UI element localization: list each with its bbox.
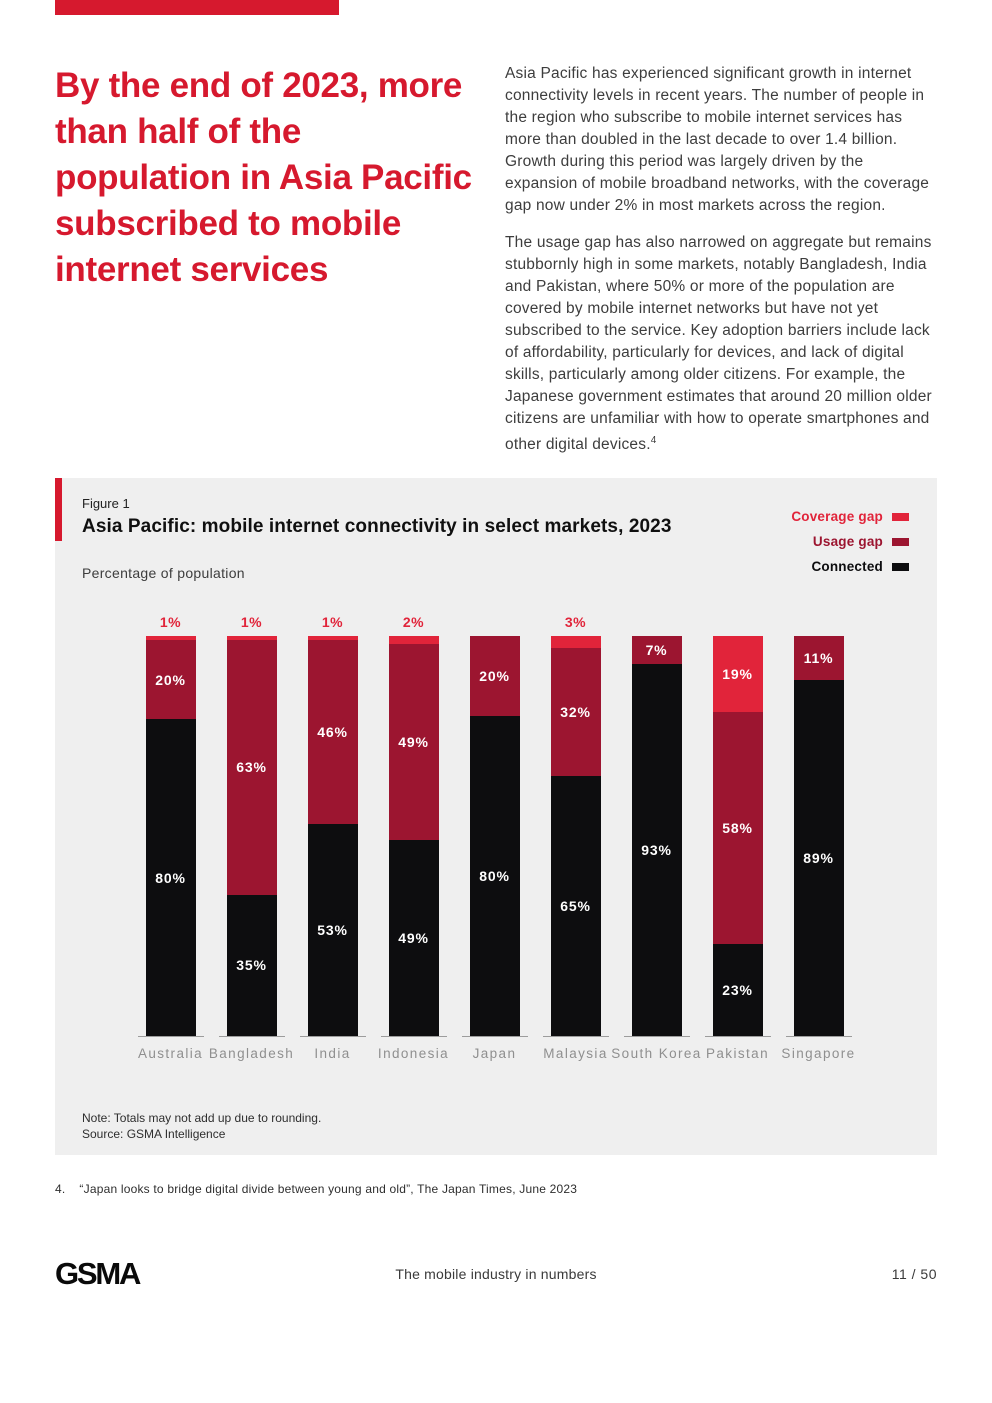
bar-malaysia [543, 612, 609, 1037]
figure-note: Note: Totals may not add up due to rounding. [82, 1111, 322, 1126]
segment-value-label: 58% [722, 820, 753, 837]
intro-text-column [505, 63, 937, 456]
page-headline: By the end of 2023, more than half of the population in Asia Pacific subscribed to mobile internet services [55, 66, 472, 289]
segment-connected [470, 716, 520, 1036]
category-label: India [314, 1046, 351, 1062]
segment-value-label: 7% [645, 642, 668, 659]
bar-stack [470, 636, 520, 1036]
figure-source: Source: GSMA Intelligence [82, 1127, 226, 1142]
segment-value-label: 63% [236, 759, 267, 776]
bar-stack [551, 636, 601, 1036]
figure-accent-bar [55, 478, 62, 541]
segment-value-label: 11% [803, 650, 834, 667]
segment-connected [146, 719, 196, 1036]
bar-pakistan [705, 612, 771, 1037]
figure-title: Asia Pacific: mobile internet connectivity in select markets, 2023 [82, 516, 672, 538]
bar-cell-singapore [781, 612, 856, 1062]
bar-stack [227, 636, 277, 1036]
page-number: 11 / 50 [891, 1266, 937, 1283]
intro-paragraph-2 [505, 232, 937, 456]
segment-value-label: 23% [722, 982, 753, 999]
segment-value-label: 93% [641, 842, 672, 859]
intro-paragraph-2-text: The usage gap has also narrowed on aggregate but remains stubbornly high in some markets, notably Bangladesh, India and Pakistan, where 50% or more of the population are covered by mobile internet networks but have not yet subscribed to the service. Key adoption barriers include lack of affordability, particularly for devices, and lack of digital skills, particularly among older citizens. For example, the Japanese government estimates that around 20 million older citizens are unfamiliar with how to operate smartphones and other digital devices. [505, 234, 932, 454]
bar-stack [308, 636, 358, 1036]
bar-cell-japan [462, 612, 528, 1061]
figure-subtitle: Percentage of population [82, 565, 245, 582]
category-label: Australia [137, 1046, 204, 1062]
legend-item-usage-gap [791, 534, 909, 549]
bar-stack [146, 636, 196, 1036]
segment-connected [227, 895, 277, 1036]
category-label: Bangladesh [208, 1046, 295, 1062]
segment-value-label: 35% [236, 957, 267, 974]
legend-label: Coverage gap [791, 509, 883, 525]
footer-title: The mobile industry in numbers [395, 1266, 597, 1283]
segment-value-label: 53% [317, 922, 348, 939]
segment-usage-gap [227, 640, 277, 895]
figure-label: Figure 1 [82, 496, 130, 512]
segment-value-label: 65% [560, 898, 591, 915]
footnote [55, 1182, 937, 1196]
legend-label: Usage gap [812, 534, 883, 550]
segment-connected [632, 664, 682, 1036]
legend-item-connected [791, 559, 909, 574]
bar-australia [138, 612, 204, 1037]
figure-notes [82, 1110, 907, 1142]
intro-section [55, 0, 937, 456]
segment-value-label: 20% [479, 668, 510, 685]
bar-india [300, 612, 366, 1037]
coverage-gap-label-above: 2% [402, 614, 425, 631]
coverage-gap-label-above: 1% [159, 614, 182, 631]
bar-cell-australia [138, 612, 204, 1061]
legend-swatch-icon [892, 513, 909, 521]
legend-swatch-icon [892, 563, 909, 571]
legend-swatch-icon [892, 538, 909, 546]
legend-label: Connected [811, 559, 883, 575]
bar-japan [462, 612, 528, 1037]
category-label: Japan [472, 1046, 517, 1062]
segment-coverage-gap [713, 636, 763, 712]
segment-usage-gap [632, 636, 682, 664]
segment-value-label: 49% [398, 930, 429, 947]
bar-cell-south-korea [611, 612, 702, 1062]
category-label: South Korea [611, 1046, 702, 1062]
segment-usage-gap [146, 640, 196, 719]
page-footer [55, 1256, 937, 1292]
segment-value-label: 20% [155, 671, 186, 688]
segment-usage-gap [794, 636, 844, 680]
category-label: Malaysia [543, 1046, 608, 1062]
segment-value-label: 80% [155, 869, 186, 886]
bar-cell-malaysia [543, 612, 609, 1061]
segment-connected [551, 776, 601, 1036]
footnote-text: “Japan looks to bridge digital divide between young and old”, The Japan Times, June 2023 [79, 1182, 578, 1197]
chart-legend [791, 509, 909, 584]
bar-cell-india [300, 612, 366, 1061]
category-label: Singapore [781, 1046, 856, 1062]
bar-stack [713, 636, 763, 1036]
coverage-gap-label-above: 1% [240, 614, 263, 631]
coverage-gap-label-above: 1% [321, 614, 344, 631]
bar-cell-pakistan [705, 612, 771, 1061]
segment-value-label: 19% [722, 666, 753, 683]
bar-singapore [786, 612, 852, 1037]
segment-value-label: 49% [398, 734, 429, 751]
footnote-reference: 4 [650, 435, 657, 446]
segment-value-label: 89% [803, 850, 834, 867]
segment-connected [713, 944, 763, 1036]
bar-cell-bangladesh [208, 612, 295, 1062]
segment-usage-gap [713, 712, 763, 944]
segment-connected [389, 840, 439, 1036]
segment-value-label: 46% [317, 724, 348, 741]
bar-bangladesh [219, 612, 285, 1037]
category-label: Indonesia [377, 1046, 450, 1062]
segment-usage-gap [308, 640, 358, 824]
coverage-gap-label-above: 3% [564, 614, 587, 631]
segment-connected [794, 680, 844, 1036]
bar-stack [632, 636, 682, 1036]
segment-connected [308, 824, 358, 1036]
gsma-logo: GSMA [55, 1256, 140, 1292]
bar-chart [82, 612, 907, 1061]
segment-usage-gap [470, 636, 520, 716]
category-label: Pakistan [706, 1046, 769, 1062]
segment-coverage-gap [389, 636, 439, 644]
intro-paragraph-1: Asia Pacific has experienced significant growth in internet connectivity levels in recent years. The number of people in the region who subscribe to mobile internet services has more than doubled in the last decade to over 1.4 billion. Growth during this period was largely driven by the expansion of mobile broadband networks, with the coverage gap now under 2% in most markets across the region. [505, 65, 930, 214]
top-accent-bar [55, 0, 339, 15]
segment-coverage-gap [551, 636, 601, 648]
footnote-number: 4. [55, 1182, 66, 1197]
bar-stack [389, 636, 439, 1036]
segment-usage-gap [551, 648, 601, 776]
bar-south-korea [624, 612, 690, 1037]
bar-indonesia [381, 612, 447, 1037]
bar-cell-indonesia [377, 612, 450, 1062]
legend-item-coverage-gap [791, 509, 909, 524]
figure-panel [55, 478, 937, 1155]
segment-value-label: 32% [560, 704, 591, 721]
bar-stack [794, 636, 844, 1036]
segment-usage-gap [389, 644, 439, 840]
segment-value-label: 80% [479, 868, 510, 885]
